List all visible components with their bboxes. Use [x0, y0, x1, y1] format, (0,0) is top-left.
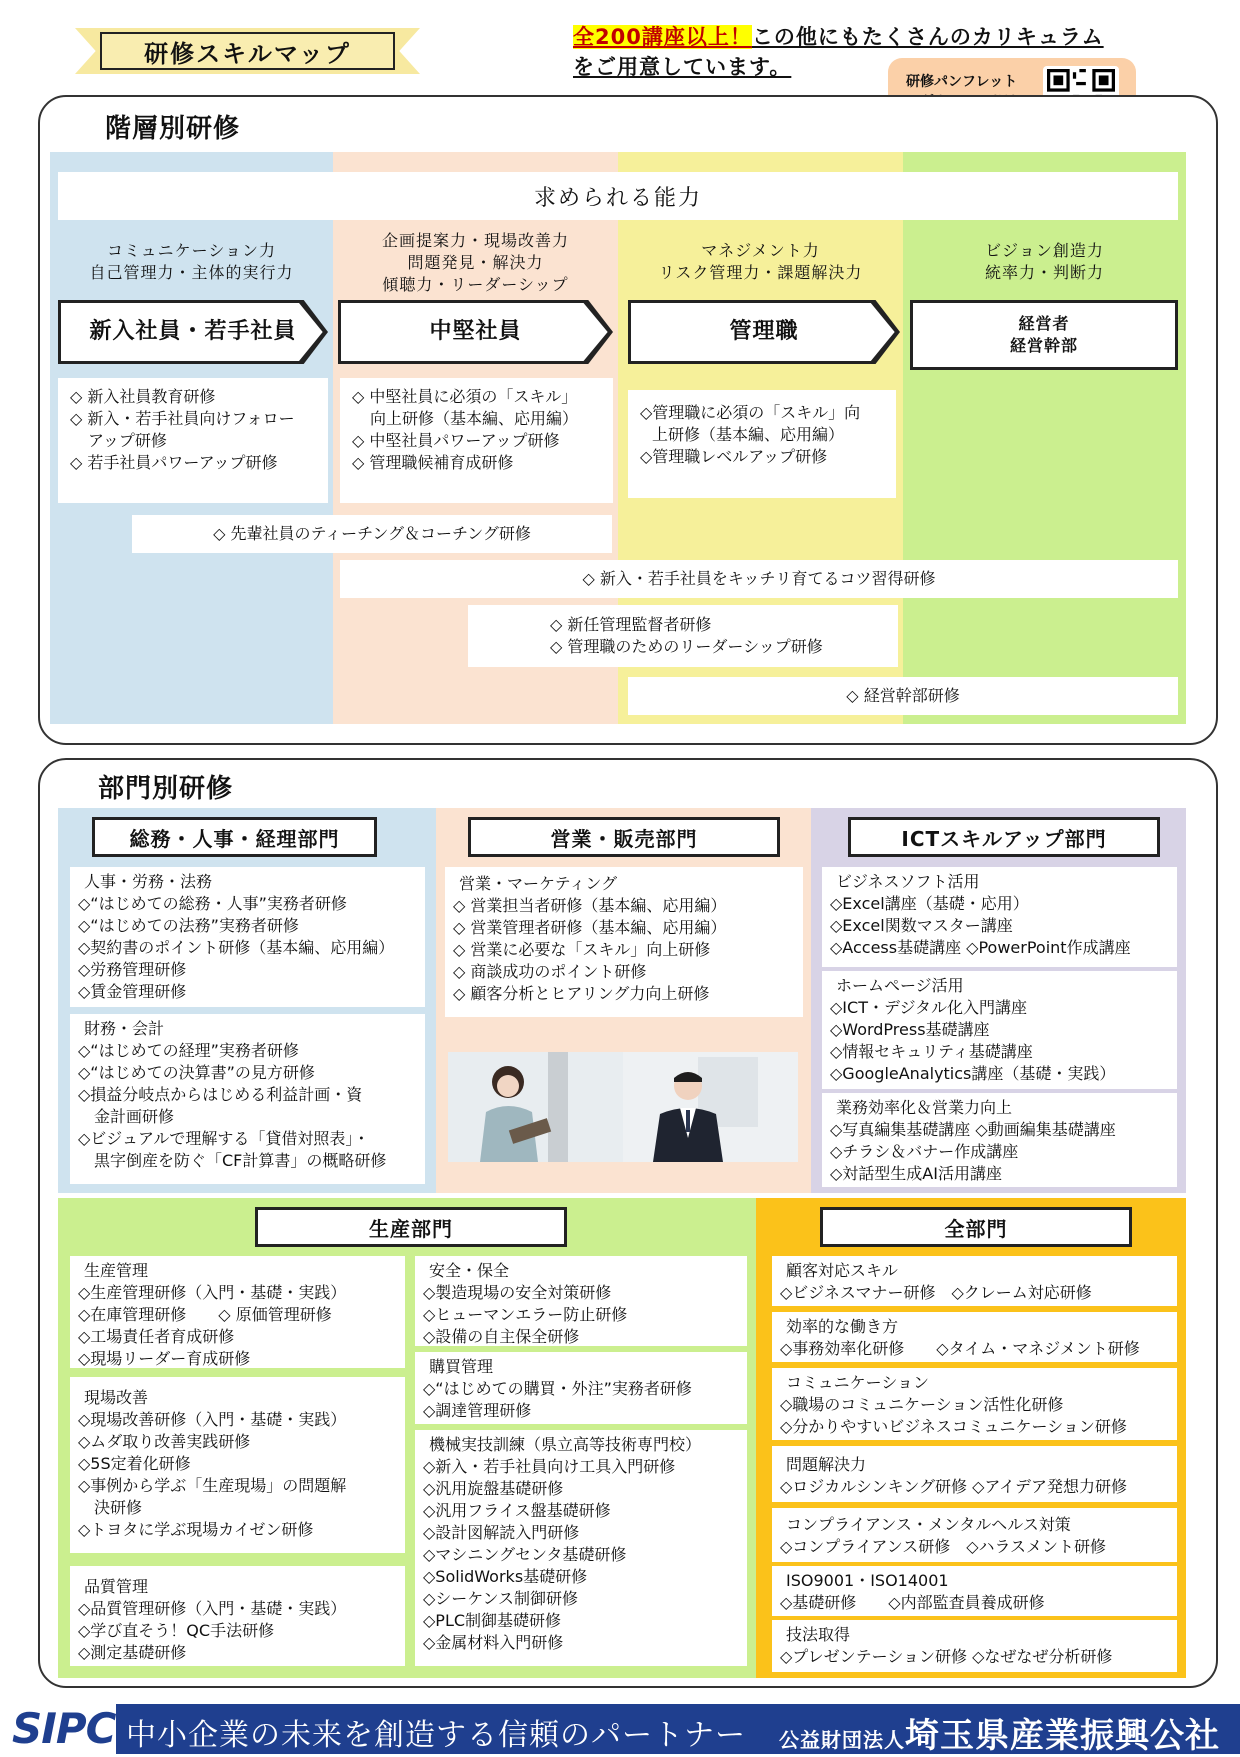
- column-executives: [903, 152, 1186, 724]
- department-title: 部門別研修: [98, 774, 234, 804]
- required-abilities-header: 求められる能力: [58, 172, 1178, 220]
- list-manager: ◇管理職に必須の「スキル」向 上研修（基本編、応用編） ◇管理職レベルアップ研修: [628, 390, 896, 498]
- list-new: ◇ 新入社員教育研修 ◇ 新入・若手社員向けフォロー アップ研修 ◇ 若手社員パワーアップ研修: [58, 378, 328, 503]
- level-new-employees: 新入社員・若手社員: [58, 300, 328, 364]
- all-compliance-box: コンプライアンス・メンタルヘルス対策 ◇コンプライアンス研修 ◇ハラスメント研修: [772, 1508, 1177, 1562]
- sales-box: 営業・マーケティング ◇ 営業担当者研修（基本編、応用編） ◇ 営業管理者研修（基本編、応用編） ◇ 営業に必要な「スキル」向上研修 ◇ 商談成功のポイント研修 ◇ 顧客分析とヒアリング力向上研修: [445, 867, 803, 1017]
- level-manager: 管理職: [628, 300, 900, 364]
- footer-organization: 公益財団法人埼玉県産業振興公社: [779, 1716, 1220, 1756]
- bar-new-employee-training: ◇ 新入・若手社員をキッチリ育てるコツ習得研修: [340, 560, 1178, 598]
- general-hr-box: 人事・労務・法務 ◇“はじめての総務・人事”実務者研修 ◇“はじめての法務”実務者研修 ◇契約書のポイント研修（基本編、応用編） ◇労務管理研修 ◇賃金管理研修: [70, 867, 425, 1007]
- all-communication-box: コミュニケーション ◇職場のコミュニケーション活性化研修 ◇分かりやすいビジネスコミュニケーション研修: [772, 1368, 1177, 1440]
- dept-production-title: 生産部門: [255, 1207, 567, 1247]
- dept-all-title: 全部門: [820, 1207, 1132, 1247]
- all-problem-solving-box: 問題解決力 ◇ロジカルシンキング研修 ◇アイデア発想力研修: [772, 1446, 1177, 1502]
- production-safety-box: 安全・保全 ◇製造現場の安全対策研修 ◇ヒューマンエラー防止研修 ◇設備の自主保全研修: [415, 1256, 747, 1346]
- ict-homepage-box: ホームページ活用 ◇ICT・デジタル化入門講座 ◇WordPress基礎講座 ◇情報セキュリティ基礎講座 ◇GoogleAnalytics講座（基礎・実践）: [822, 971, 1177, 1089]
- page-title: 研修スキルマップ: [100, 32, 395, 70]
- bar-coaching: ◇ 先輩社員のティーチング＆コーチング研修: [132, 515, 612, 553]
- skills-executive: ビジョン創造力 統率力・判断力: [984, 241, 1104, 282]
- level-mid: 中堅社員: [338, 300, 613, 364]
- level-executive: 経営者 経営幹部: [910, 300, 1178, 370]
- header-note: 全200講座以上！この他にもたくさんのカリキュラム をご用意しています。: [573, 25, 1104, 79]
- bar-executive: ◇ 経営幹部研修: [628, 677, 1178, 715]
- general-finance-box: 財務・会計 ◇“はじめての経理”実務者研修 ◇“はじめての決算書”の見方研修 ◇損益分岐点からはじめる利益計画・資 金計画研修 ◇ビジュアルで理解する「貸借対照表」・ 黒字倒産を防ぐ「CF計算書」の概略研修: [70, 1014, 425, 1184]
- bar-supervisor: ◇ 新任管理監督者研修 ◇ 管理職のためのリーダーシップ研修: [468, 605, 898, 667]
- hierarchy-title: 階層別研修: [105, 114, 241, 144]
- title-banner: [75, 28, 420, 74]
- production-purchasing-box: 購買管理 ◇“はじめての購買・外注”実務者研修 ◇調達管理研修: [415, 1352, 747, 1424]
- footer-slogan: 中小企業の未来を創造する信頼のパートナー: [126, 1718, 746, 1753]
- production-management-box: 生産管理 ◇生産管理研修（入門・基礎・実践） ◇在庫管理研修 ◇ 原価管理研修 ◇工場責任者育成研修 ◇現場リーダー育成研修: [70, 1256, 405, 1368]
- dept-ict-title: ICTスキルアップ部門: [848, 817, 1160, 857]
- sipc-logo: SIPC: [12, 1704, 116, 1753]
- all-iso-box: ISO9001・ISO14001 ◇基礎研修 ◇内部監査員養成研修: [772, 1566, 1177, 1616]
- all-efficiency-box: 効率的な働き方 ◇事務効率化研修 ◇タイム・マネジメント研修: [772, 1312, 1177, 1362]
- ict-efficiency-box: 業務効率化＆営業力向上 ◇写真編集基礎講座 ◇動画編集基礎講座 ◇チラシ＆バナー作成講座 ◇対話型生成AI活用講座: [822, 1093, 1177, 1187]
- ict-software-box: ビジネスソフト活用 ◇Excel講座（基礎・応用） ◇Excel関数マスター講座 ◇Access基礎講座 ◇PowerPoint作成講座: [822, 867, 1177, 967]
- production-quality-box: 品質管理 ◇品質管理研修（入門・基礎・実践） ◇学び直そう！QC手法研修 ◇測定基礎研修: [70, 1566, 405, 1666]
- production-kaizen-box: 現場改善 ◇現場改善研修（入門・基礎・実践） ◇ムダ取り改善実践研修 ◇5S定着化研修 ◇事例から学ぶ「生産現場」の問題解 決研修 ◇トヨタに学ぶ現場カイゼン研修: [70, 1377, 405, 1553]
- all-technique-box: 技法取得 ◇プレゼンテーション研修 ◇なぜなぜ分析研修: [772, 1620, 1177, 1672]
- skills-manager: マネジメント力 リスク管理力・課題解決力: [658, 241, 863, 282]
- dept-sales-title: 営業・販売部門: [468, 817, 780, 857]
- dept-general-affairs-title: 総務・人事・経理部門: [92, 817, 377, 857]
- footer: [0, 1700, 1240, 1755]
- all-customer-box: 顧客対応スキル ◇ビジネスマナー研修 ◇クレーム対応研修: [772, 1256, 1177, 1306]
- skills-new: コミュニケーション力 自己管理力・主体的実行力: [89, 241, 294, 282]
- business-people-photo: [448, 1052, 798, 1162]
- production-machining-box: 機械実技訓練（県立高等技術専門校） ◇新入・若手社員向け工具入門研修 ◇汎用旋盤基礎研修 ◇汎用フライス盤基礎研修 ◇設計図解読入門研修 ◇マシニングセンタ基礎研修 ◇SolidWorks基礎研修 ◇シーケンス制御研修 ◇PLC制御基礎研修 ◇金属材料入門研修: [415, 1430, 747, 1666]
- list-mid: ◇ 中堅社員に必須の「スキル」 向上研修（基本編、応用編） ◇ 中堅社員パワーアップ研修 ◇ 管理職候補育成研修: [340, 378, 613, 503]
- skills-mid: 企画提案力・現場改善力 問題発見・解決力 傾聴力・リーダーシップ: [381, 231, 569, 294]
- download-box[interactable]: 研修パンフレット: [888, 58, 1136, 148]
